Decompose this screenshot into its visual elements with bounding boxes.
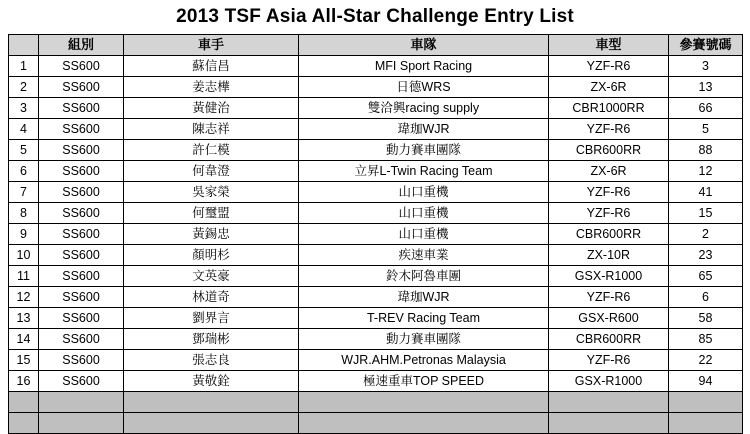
cell-number: 2: [669, 224, 743, 245]
cell-index: 6: [9, 161, 39, 182]
cell-team: 鈴木阿魯車團: [299, 266, 549, 287]
cell-number: 3: [669, 56, 743, 77]
cell-number: 23: [669, 245, 743, 266]
cell-team: WJR.AHM.Petronas Malaysia: [299, 350, 549, 371]
table-row: [9, 203, 743, 224]
cell-empty: [9, 392, 39, 413]
cell-model: GSX-R1000: [549, 371, 669, 392]
table-row-empty: [9, 392, 743, 413]
table-row: [9, 245, 743, 266]
cell-model: CBR600RR: [549, 329, 669, 350]
table-row: [9, 371, 743, 392]
cell-number: 12: [669, 161, 743, 182]
header-cell-rider: 車手: [124, 35, 299, 56]
cell-empty: [299, 392, 549, 413]
cell-rider: 顏明杉: [124, 245, 299, 266]
cell-model: ZX-10R: [549, 245, 669, 266]
cell-team: 山口重機: [299, 203, 549, 224]
cell-group: SS600: [39, 245, 124, 266]
cell-model: CBR1000RR: [549, 98, 669, 119]
cell-index: 13: [9, 308, 39, 329]
table-row: [9, 56, 743, 77]
cell-empty: [549, 392, 669, 413]
header-cell-number: 參賽號碼: [669, 35, 743, 56]
cell-number: 65: [669, 266, 743, 287]
cell-group: SS600: [39, 161, 124, 182]
cell-model: CBR600RR: [549, 224, 669, 245]
cell-rider: 林道奇: [124, 287, 299, 308]
cell-model: YZF-R6: [549, 56, 669, 77]
table-row: [9, 350, 743, 371]
cell-number: 13: [669, 77, 743, 98]
cell-number: 85: [669, 329, 743, 350]
table-row: [9, 308, 743, 329]
cell-model: YZF-R6: [549, 287, 669, 308]
header-cell-team: 車隊: [299, 35, 549, 56]
cell-number: 5: [669, 119, 743, 140]
cell-index: 4: [9, 119, 39, 140]
cell-model: GSX-R600: [549, 308, 669, 329]
table-row: [9, 140, 743, 161]
cell-team: 日德WRS: [299, 77, 549, 98]
cell-rider: 何韋澄: [124, 161, 299, 182]
cell-model: GSX-R1000: [549, 266, 669, 287]
cell-team: 山口重機: [299, 182, 549, 203]
cell-model: YZF-R6: [549, 119, 669, 140]
cell-team: 極速重車TOP SPEED: [299, 371, 549, 392]
cell-number: 94: [669, 371, 743, 392]
cell-model: ZX-6R: [549, 161, 669, 182]
cell-empty: [299, 413, 549, 434]
cell-group: SS600: [39, 119, 124, 140]
cell-empty: [39, 413, 124, 434]
cell-group: SS600: [39, 308, 124, 329]
cell-team: MFI Sport Racing: [299, 56, 549, 77]
cell-index: 3: [9, 98, 39, 119]
cell-rider: 黃敬銓: [124, 371, 299, 392]
table-header: [9, 35, 743, 56]
cell-group: SS600: [39, 266, 124, 287]
cell-group: SS600: [39, 56, 124, 77]
table-row: [9, 224, 743, 245]
cell-empty: [669, 413, 743, 434]
table-row: [9, 119, 743, 140]
table-row: [9, 98, 743, 119]
cell-index: 15: [9, 350, 39, 371]
cell-empty: [669, 392, 743, 413]
cell-group: SS600: [39, 98, 124, 119]
cell-group: SS600: [39, 371, 124, 392]
header-cell-group: 組別: [39, 35, 124, 56]
cell-team: 山口重機: [299, 224, 549, 245]
entry-list-table-wrap: [0, 34, 750, 434]
cell-group: SS600: [39, 287, 124, 308]
cell-number: 6: [669, 287, 743, 308]
cell-team: 動力賽車團隊: [299, 329, 549, 350]
cell-rider: 文英豪: [124, 266, 299, 287]
cell-index: 2: [9, 77, 39, 98]
cell-model: YZF-R6: [549, 203, 669, 224]
cell-number: 58: [669, 308, 743, 329]
page-title: 2013 TSF Asia All-Star Challenge Entry List: [176, 6, 574, 27]
header-row: [9, 35, 743, 56]
cell-rider: 吳家榮: [124, 182, 299, 203]
header-cell-index: [9, 35, 39, 56]
cell-rider: 黃健治: [124, 98, 299, 119]
cell-group: SS600: [39, 77, 124, 98]
cell-team: T-REV Racing Team: [299, 308, 549, 329]
header-cell-model: 車型: [549, 35, 669, 56]
table-row: [9, 266, 743, 287]
cell-team: 疾速車業: [299, 245, 549, 266]
cell-index: 9: [9, 224, 39, 245]
cell-index: 7: [9, 182, 39, 203]
cell-group: SS600: [39, 350, 124, 371]
cell-index: 1: [9, 56, 39, 77]
cell-empty: [549, 413, 669, 434]
table-row: [9, 77, 743, 98]
cell-rider: 陳志祥: [124, 119, 299, 140]
cell-number: 41: [669, 182, 743, 203]
table-row: [9, 287, 743, 308]
cell-model: CBR600RR: [549, 140, 669, 161]
cell-number: 66: [669, 98, 743, 119]
table-row: [9, 182, 743, 203]
cell-rider: 何璽盟: [124, 203, 299, 224]
cell-group: SS600: [39, 182, 124, 203]
cell-rider: 許仁模: [124, 140, 299, 161]
cell-index: 10: [9, 245, 39, 266]
cell-rider: 鄧瑞彬: [124, 329, 299, 350]
cell-rider: 黃錫忠: [124, 224, 299, 245]
cell-empty: [124, 392, 299, 413]
cell-number: 15: [669, 203, 743, 224]
table-row: [9, 329, 743, 350]
cell-model: YZF-R6: [549, 350, 669, 371]
cell-group: SS600: [39, 140, 124, 161]
cell-index: 12: [9, 287, 39, 308]
cell-rider: 張志良: [124, 350, 299, 371]
cell-team: 動力賽車團隊: [299, 140, 549, 161]
table-body: [9, 56, 743, 434]
entry-list-table: [8, 34, 743, 434]
cell-empty: [39, 392, 124, 413]
cell-group: SS600: [39, 203, 124, 224]
cell-rider: 劉界言: [124, 308, 299, 329]
cell-index: 16: [9, 371, 39, 392]
cell-group: SS600: [39, 224, 124, 245]
cell-team: 雙洽興racing supply: [299, 98, 549, 119]
cell-group: SS600: [39, 329, 124, 350]
cell-model: ZX-6R: [549, 77, 669, 98]
cell-rider: 姜志樺: [124, 77, 299, 98]
cell-number: 22: [669, 350, 743, 371]
cell-empty: [9, 413, 39, 434]
cell-index: 11: [9, 266, 39, 287]
table-row: [9, 161, 743, 182]
cell-team: 立昇L-Twin Racing Team: [299, 161, 549, 182]
cell-index: 8: [9, 203, 39, 224]
cell-model: YZF-R6: [549, 182, 669, 203]
cell-empty: [124, 413, 299, 434]
cell-index: 14: [9, 329, 39, 350]
cell-index: 5: [9, 140, 39, 161]
cell-team: 瑋珈WJR: [299, 119, 549, 140]
table-row-empty: [9, 413, 743, 434]
cell-number: 88: [669, 140, 743, 161]
cell-rider: 蘇信昌: [124, 56, 299, 77]
cell-team: 瑋珈WJR: [299, 287, 549, 308]
